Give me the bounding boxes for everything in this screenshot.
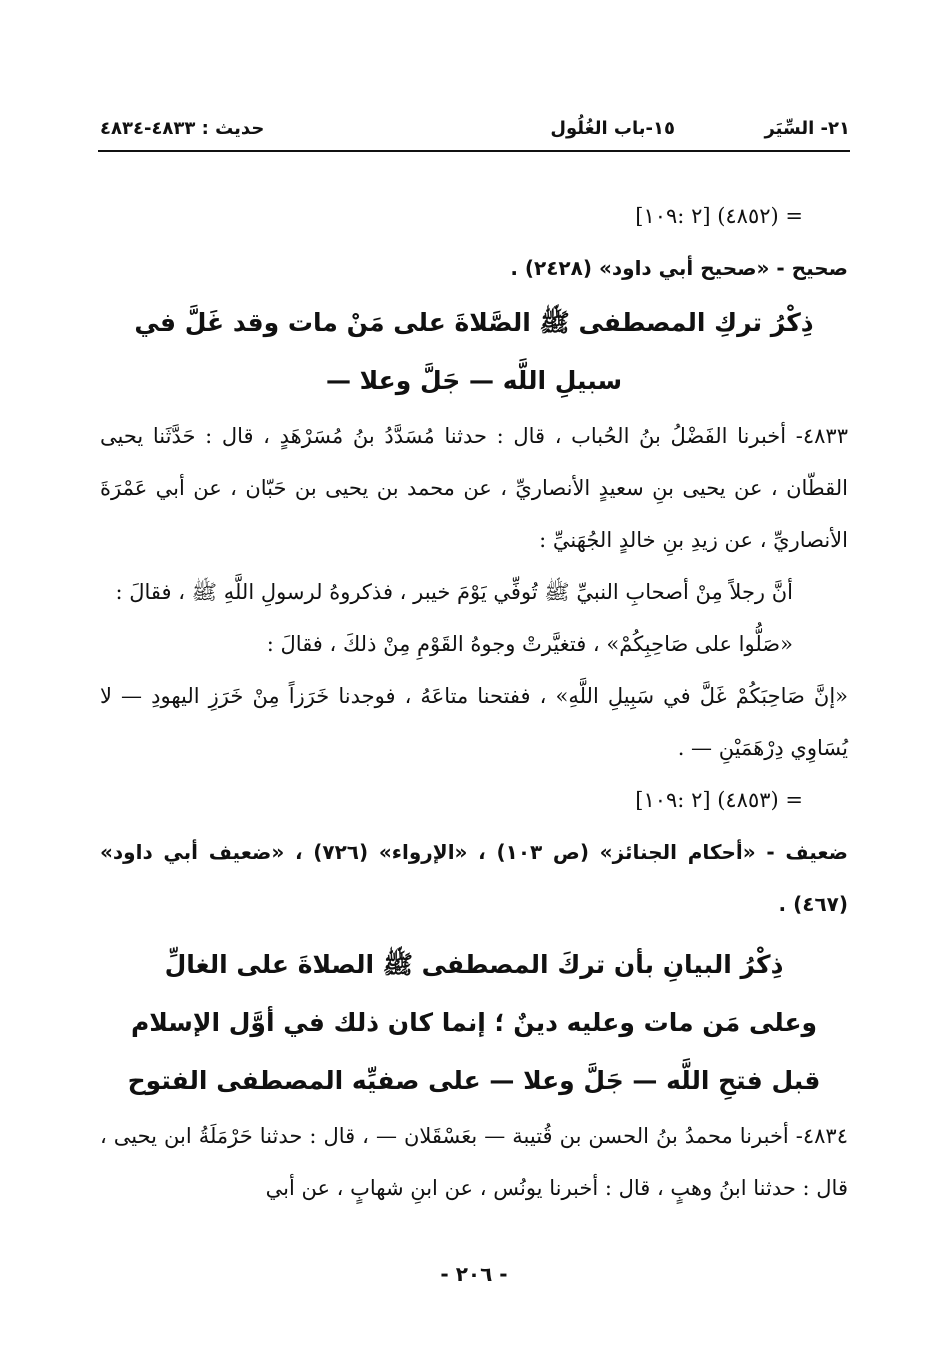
hadith-matn: «صَلُّوا على صَاحِبِكُمْ» ، فتغيَّرتْ وجوهُ القَوْمِ مِنْ ذلكَ ، فقالَ : bbox=[266, 632, 793, 656]
section-title-line: قبل فتحِ اللَّه — جَلَّ وعلا — على صفيِّه المصطفى الفتوح bbox=[127, 1066, 821, 1095]
header-rule bbox=[98, 150, 850, 152]
hadith-matn: أنَّ رجلاً مِنْ أصحابِ النبيِّ ﷺ تُوفِّي يَوْمَ خيبر ، فذكروهُ لرسولِ اللَّهِ ﷺ ، فقالَ : bbox=[115, 580, 793, 604]
section-title-line: سبيلِ اللَّه — جَلَّ وعلا — bbox=[325, 366, 623, 395]
section-title-line: ذِكْرُ البيانِ بأن تركَ المصطفى ﷺ الصلاةَ على الغالِّ bbox=[164, 950, 784, 979]
hadith-grade: ضعيف - «أحكام الجنائز» (ص ١٠٣) ، «الإرواء» (٧٢٦) ، «ضعيف أبي داود» (٤٦٧) . bbox=[100, 840, 848, 916]
page-number: - ٢٠٦ - bbox=[440, 1262, 508, 1286]
hadith-matn: «إنَّ صَاحِبَكُمْ غَلَّ في سَبِيلِ اللَّهِ» ، ففتحنا متاعَهُ ، فوجدنا خَرَزاً مِنْ خَرَزِ اليهودِ — لا يُسَاوِي دِرْهَمَيْنِ — . bbox=[100, 684, 848, 760]
running-header bbox=[100, 108, 850, 148]
hadith-range: حديث : ٤٨٣٣-٤٨٣٤ bbox=[100, 118, 265, 139]
section-title bbox=[100, 936, 848, 1110]
cross-reference: = (٤٨٥٢) [٢ :١٠٩] bbox=[635, 204, 803, 228]
hadith-grade: صحيح - «صحيح أبي داود» (٢٤٢٨) . bbox=[510, 256, 848, 280]
section-title-line: ذِكْرُ تركِ المصطفى ﷺ الصَّلاةَ على مَنْ مات وقد غَلَّ في bbox=[134, 308, 814, 337]
section-title-line: وعلى مَن مات وعليه دينٌ ؛ إنما كان ذلك في أوَّل الإسلام bbox=[130, 1008, 818, 1037]
section-title bbox=[100, 294, 848, 410]
chapter-title: ١٥-باب الغُلُول bbox=[550, 118, 675, 139]
page-body bbox=[100, 190, 848, 1214]
hadith-isnad: ٤٨٣٤- أخبرنا محمدُ بنُ الحسن بن قُتيبة — بعَسْقَلان — ، قال : حدثنا حَرْمَلَةُ ابن يحيى ، قال : حدثنا ابنُ وهبٍ ، قال : أخبرنا يونُس ، عن ابنِ شهابٍ ، عن أبي bbox=[100, 1124, 848, 1200]
cross-reference: = (٤٨٥٣) [٢ :١٠٩] bbox=[635, 788, 803, 812]
hadith-isnad: ٤٨٣٣- أخبرنا الفَضْلُ بنُ الحُباب ، قال : حدثنا مُسَدَّدُ بنُ مُسَرْهَدٍ ، قال : حَدَّثَنا يحيى القطّان ، عن يحيى بنِ سعيدٍ الأنصاريِّ ، عن محمد بن يحيى بن حَبّان ، عن أبي عَمْرَةَ الأنصاريِّ ، عن زيدِ بنِ خالدٍ الجُهَنيِّ : bbox=[100, 424, 848, 552]
book-title: ٢١- السِّيَر bbox=[764, 118, 850, 139]
